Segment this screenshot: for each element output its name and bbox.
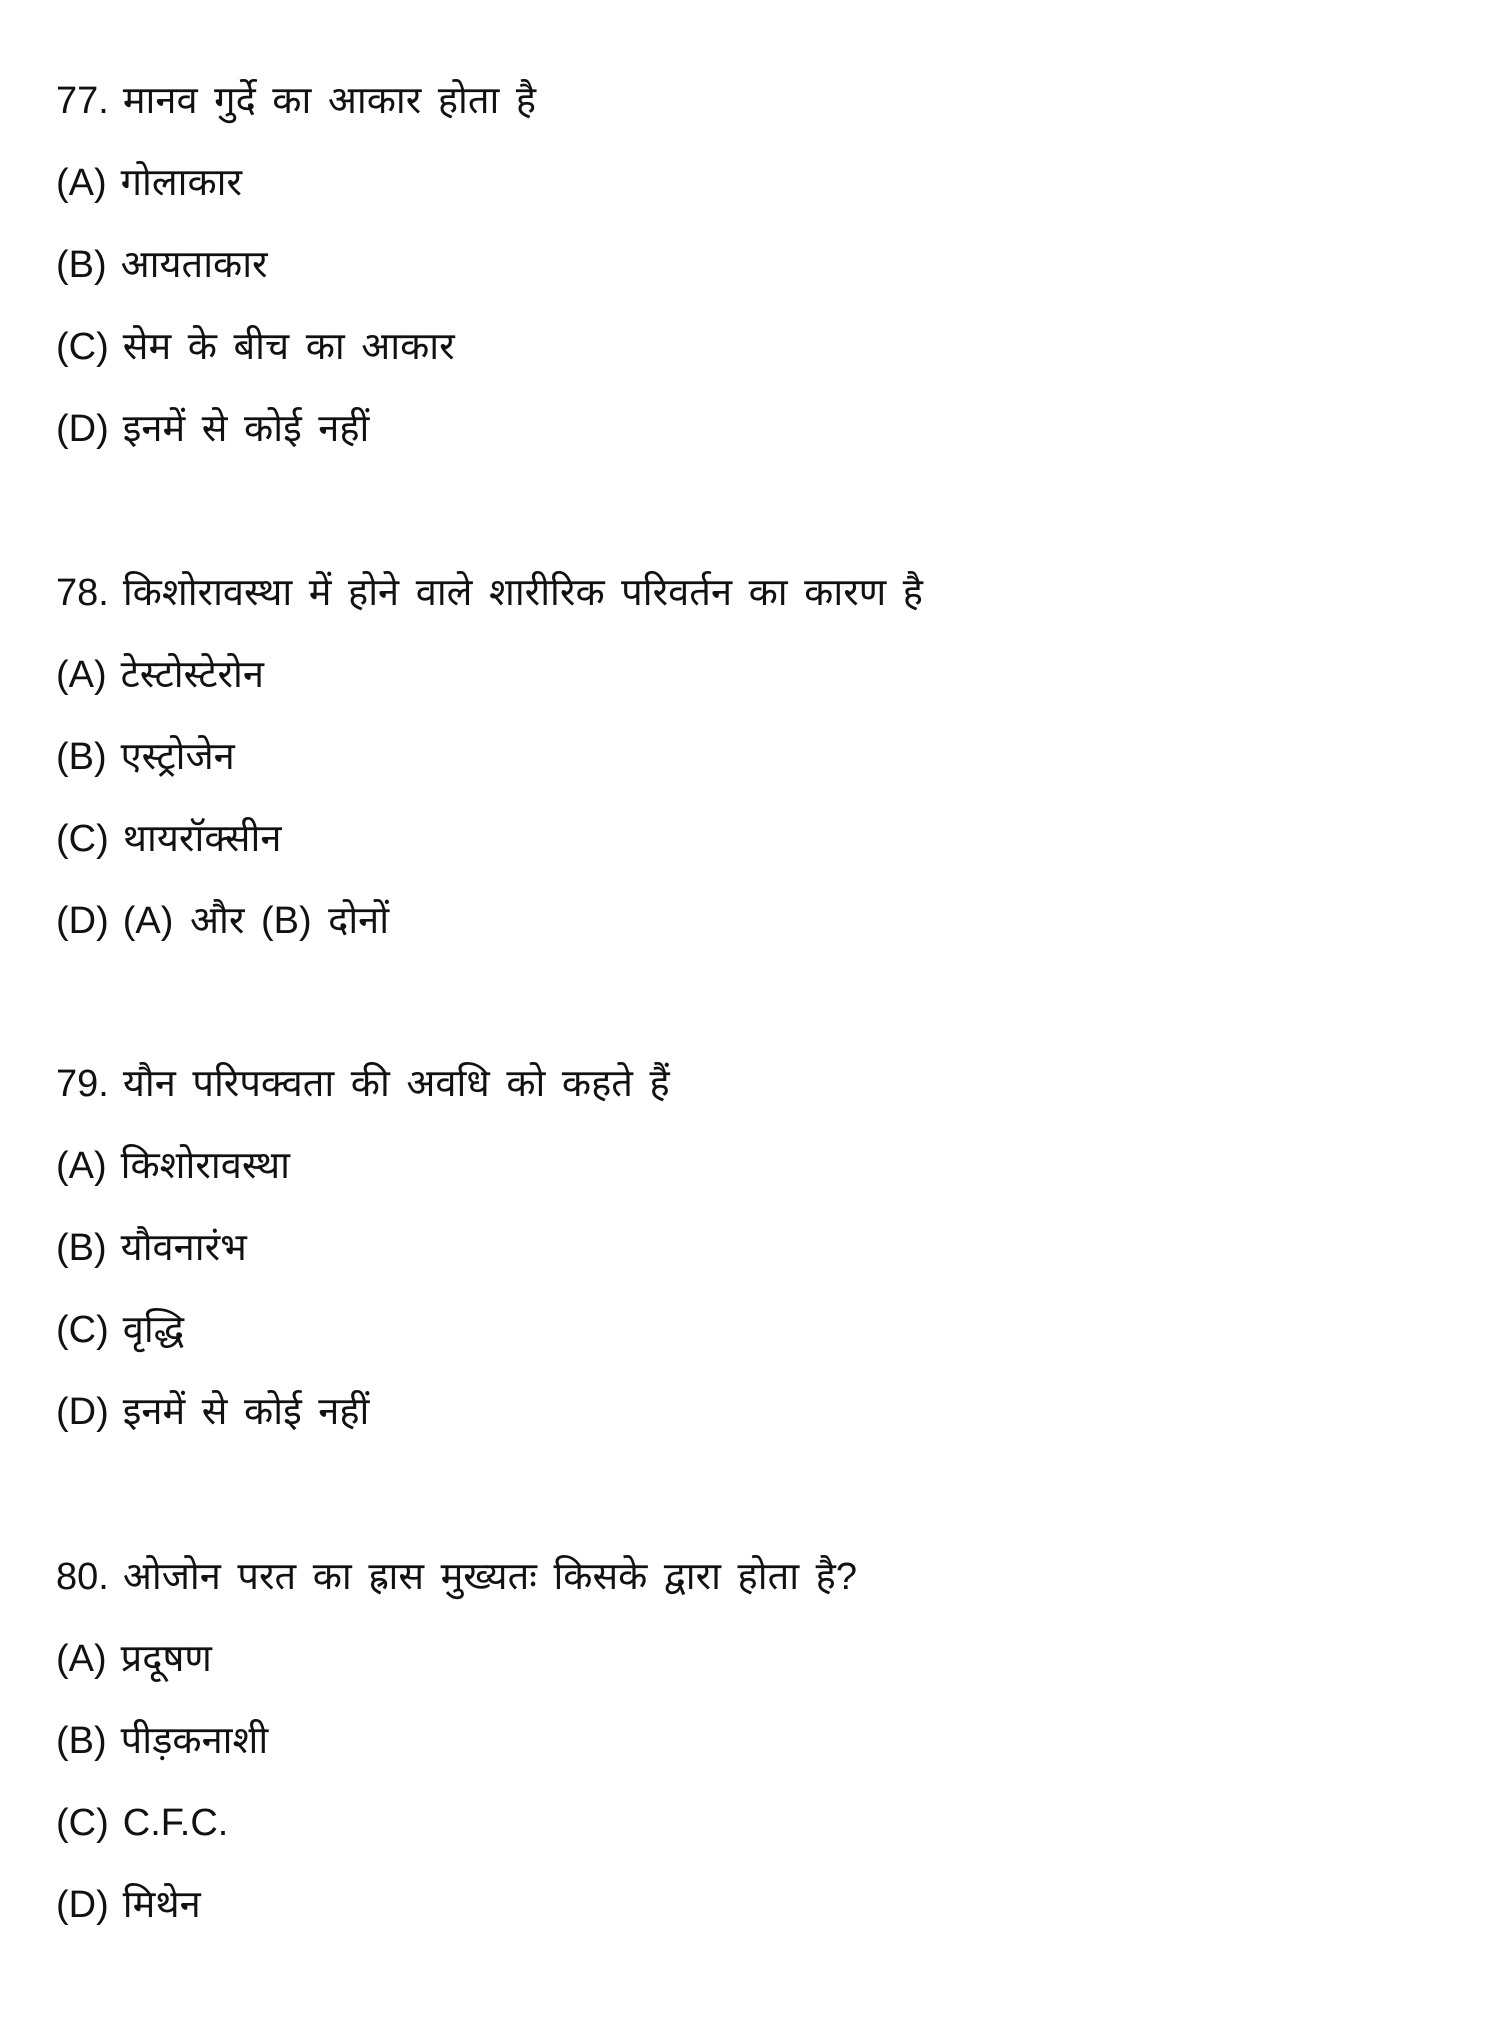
- option: [56, 1207, 670, 1289]
- question-block: [56, 1043, 670, 1453]
- question-text: [56, 1536, 857, 1618]
- option-label: (C): [56, 1309, 109, 1351]
- question-block: [56, 1536, 857, 1946]
- option-label: (C): [56, 818, 109, 860]
- question-text: [56, 552, 923, 634]
- option: [56, 1289, 670, 1371]
- option: [56, 306, 536, 388]
- option: [56, 1864, 857, 1946]
- question-text: [56, 1043, 670, 1125]
- question-number: 79.: [56, 1063, 109, 1105]
- question-number: 78.: [56, 572, 109, 614]
- question-text: [56, 60, 536, 142]
- option: [56, 1700, 857, 1782]
- option: [56, 634, 923, 716]
- option: [56, 224, 536, 306]
- option-label: (A): [56, 1638, 107, 1680]
- option-label: (D): [56, 1391, 109, 1433]
- option-label: (B): [56, 736, 107, 778]
- option-text: सेम के बीच का आकार: [122, 326, 455, 368]
- option-label: (A): [56, 1145, 107, 1187]
- option-label: (C): [56, 326, 109, 368]
- option-text: आयताकार: [120, 244, 268, 286]
- option-text: (A) और (B) दोनों: [122, 900, 390, 942]
- option-label: (C): [56, 1802, 109, 1844]
- question-block: [56, 60, 536, 470]
- option-text: थायरॉक्सीन: [122, 818, 282, 860]
- option-text: C.F.C.: [122, 1802, 229, 1844]
- option: [56, 798, 923, 880]
- option-label: (D): [56, 408, 109, 450]
- option-text: प्रदूषण: [120, 1638, 212, 1680]
- option: [56, 1618, 857, 1700]
- option: [56, 1782, 857, 1864]
- option-label: (B): [56, 1720, 107, 1762]
- option: [56, 716, 923, 798]
- option-text: एस्ट्रोजेन: [120, 736, 235, 778]
- option-label: (A): [56, 654, 107, 696]
- option-text: किशोरावस्था: [120, 1145, 291, 1187]
- option-text: यौवनारंभ: [120, 1227, 247, 1269]
- question-block: [56, 552, 923, 962]
- option-text: इनमें से कोई नहीं: [122, 408, 370, 450]
- option-text: मिथेन: [122, 1884, 201, 1926]
- option: [56, 1125, 670, 1207]
- option-text: टेस्टोस्टेरोन: [120, 654, 264, 696]
- question-number: 77.: [56, 80, 109, 122]
- option-label: (A): [56, 162, 107, 204]
- option-text: गोलाकार: [120, 162, 243, 204]
- question-stem: यौन परिपक्वता की अवधि को कहते हैं: [122, 1063, 670, 1105]
- option: [56, 1371, 670, 1453]
- option: [56, 388, 536, 470]
- option-label: (B): [56, 244, 107, 286]
- option-text: इनमें से कोई नहीं: [122, 1391, 370, 1433]
- option: [56, 880, 923, 962]
- option-label: (B): [56, 1227, 107, 1269]
- question-stem: किशोरावस्था में होने वाले शारीरिक परिवर्तन का कारण है: [122, 572, 923, 614]
- question-stem: ओजोन परत का ह्रास मुख्यतः किसके द्वारा होता है?: [122, 1556, 857, 1598]
- option-label: (D): [56, 900, 109, 942]
- option-text: पीड़कनाशी: [120, 1720, 269, 1762]
- option-label: (D): [56, 1884, 109, 1926]
- option: [56, 142, 536, 224]
- question-stem: मानव गुर्दे का आकार होता है: [122, 80, 537, 122]
- question-number: 80.: [56, 1556, 109, 1598]
- option-text: वृद्धि: [122, 1309, 185, 1351]
